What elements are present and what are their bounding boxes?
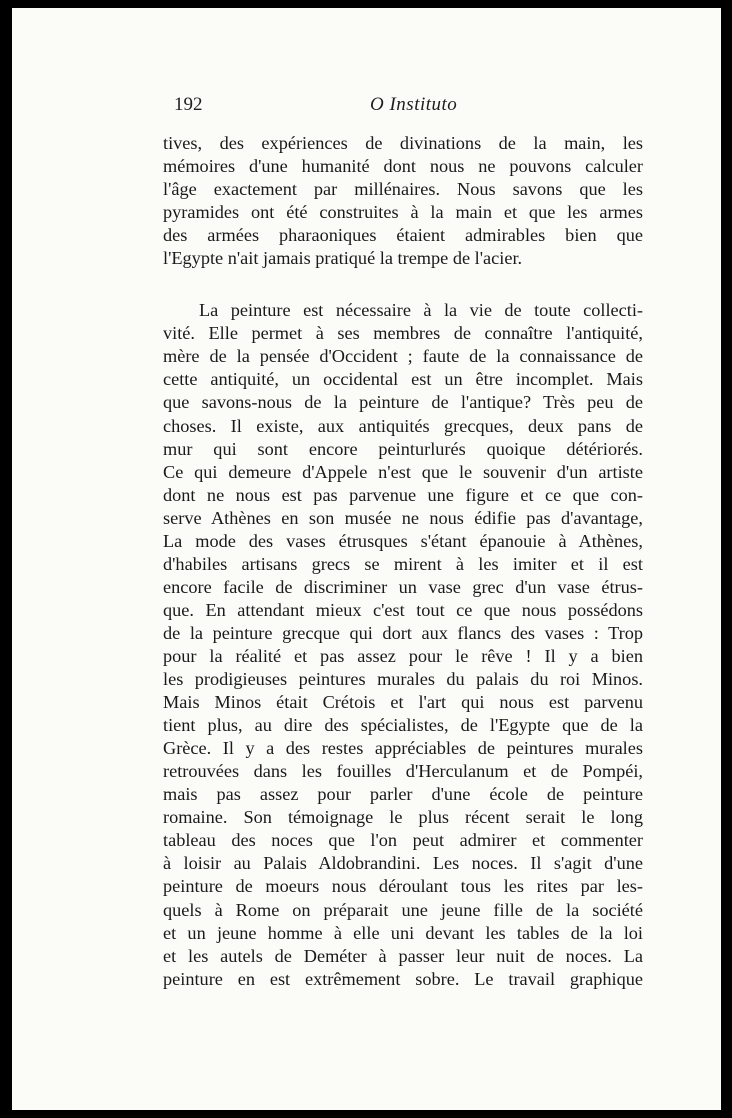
body-text	[163, 132, 643, 991]
text-line: La peinture est nécessaire à la vie de toute collecti-	[199, 300, 643, 321]
text-line: et un jeune homme à elle uni devant les tables de la loi	[163, 922, 643, 943]
running-title: O Instituto	[370, 94, 458, 115]
text-line: que. En attendant mieux c'est tout ce que nous possédons	[163, 599, 643, 620]
text-line: de la peinture grecque qui dort aux flancs des vases : Trop	[163, 622, 643, 643]
text-line: mais pas assez pour parler d'une école de peinture	[163, 784, 643, 805]
text-line: Ce qui demeure d'Appele n'est que le souvenir d'un artiste	[163, 461, 643, 482]
text-line: vité. Elle permet à ses membres de connaître l'antiquité,	[163, 323, 643, 344]
text-line: et les autels de Deméter à passer leur nuit de noces. La	[163, 945, 643, 966]
text-line: mère de la pensée d'Occident ; faute de la connaissance de	[163, 346, 643, 367]
paragraph	[163, 132, 643, 270]
page-header	[174, 94, 654, 124]
text-line: peinture en est extrêmement sobre. Le travail graphique	[163, 968, 643, 989]
text-line: tableau des noces que l'on peut admirer et commenter	[163, 830, 643, 851]
text-line: retrouvées dans les fouilles d'Herculanum et de Pompéi,	[163, 761, 643, 782]
paragraph	[163, 299, 643, 990]
text-line: Grèce. Il y a des restes appréciables de peintures murales	[163, 738, 643, 759]
text-line: mur qui sont encore peinturlurés quoique détériorés.	[163, 438, 643, 459]
text-line: quels à Rome on préparait une jeune fille de la société	[163, 899, 643, 920]
text-line: l'âge exactement par millénaires. Nous savons que les	[163, 179, 643, 200]
text-line: La mode des vases étrusques s'étant épanouie à Athènes,	[163, 530, 643, 551]
text-line: peinture de moeurs nous déroulant tous les rites par les-	[163, 876, 643, 897]
text-line: choses. Il existe, aux antiquités grecques, deux pans de	[163, 415, 643, 436]
text-line: tives, des expériences de divinations de la main, les	[163, 133, 643, 153]
text-line: serve Athènes en son musée ne nous édifie pas d'avantage,	[163, 507, 643, 528]
text-line: que savons-nous de la peinture de l'antique? Très peu de	[163, 392, 643, 413]
text-line: à loisir au Palais Aldobrandini. Les noces. Il s'agit d'une	[163, 853, 643, 874]
text-line: encore facile de discriminer un vase grec d'un vase étrus-	[163, 576, 643, 597]
text-line: des armées pharaoniques étaient admirables bien que	[163, 225, 643, 246]
paragraph-text	[163, 132, 643, 270]
text-line: cette antiquité, un occidental est un être incomplet. Mais	[163, 369, 643, 390]
text-line: les prodigieuses peintures murales du palais du roi Minos.	[163, 669, 643, 690]
text-line: dont ne nous est pas parvenue une figure et ce que con-	[163, 484, 643, 505]
text-line: l'Egypte n'ait jamais pratiqué la trempe de l'acier.	[163, 248, 523, 269]
page-number: 192	[174, 94, 203, 115]
text-line: pyramides ont été construites à la main et que les armes	[163, 202, 643, 223]
text-line: d'habiles artisans grecs se mirent à les imiter et il est	[163, 553, 643, 574]
text-line: tient plus, au dire des spécialistes, de l'Egypte que de la	[163, 715, 643, 736]
text-line: pour la réalité et pas assez pour le rêve ! Il y a bien	[163, 645, 643, 666]
text-line: Mais Minos était Crétois et l'art qui nous est parvenu	[163, 692, 643, 713]
paragraph-text	[163, 299, 643, 990]
text-line: romaine. Son témoignage le plus récent serait le long	[163, 807, 643, 828]
text-line: mémoires d'une humanité dont nous ne pouvons calculer	[163, 156, 643, 177]
